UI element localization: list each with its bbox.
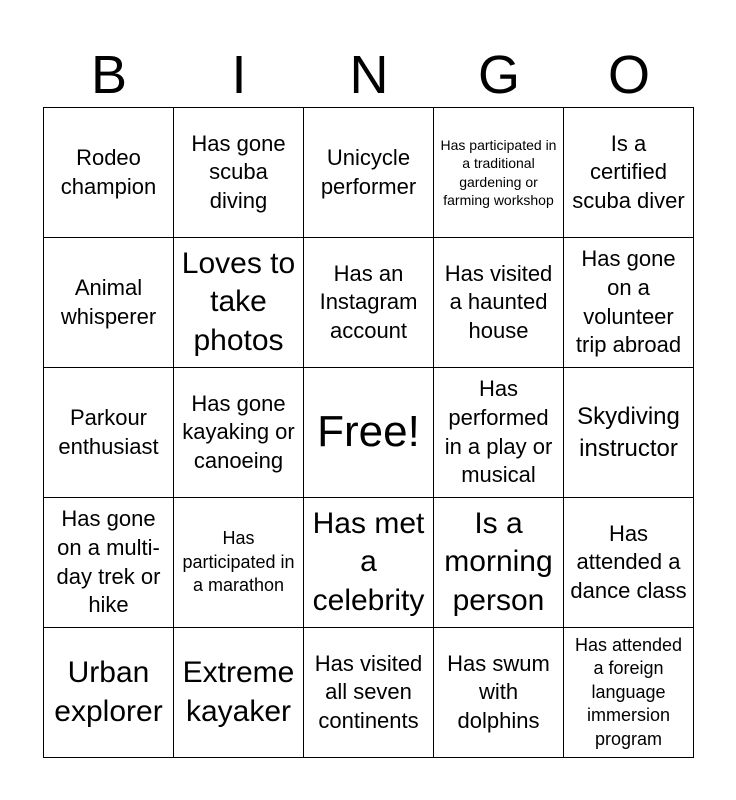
bingo-cell-r3c1[interactable]: Parkour enthusiast — [44, 368, 174, 498]
bingo-header — [44, 44, 694, 106]
bingo-cell-r3c5[interactable]: Skydiving instructor — [564, 368, 694, 498]
bingo-cell-r5c1[interactable]: Urban explorer — [44, 628, 174, 758]
bingo-cell-r3c2[interactable]: Has gone kayaking or canoeing — [174, 368, 304, 498]
header-letter-g: G — [477, 45, 520, 105]
bingo-cell-r2c3[interactable]: Has an Instagram account — [304, 238, 434, 368]
header-letter-i: I — [231, 45, 247, 105]
bingo-cell-r5c4[interactable]: Has swum with dolphins — [434, 628, 564, 758]
bingo-grid — [43, 107, 694, 758]
bingo-cell-r4c3[interactable]: Has met a celebrity — [304, 498, 434, 628]
bingo-cell-r1c1[interactable]: Rodeo champion — [44, 108, 174, 238]
bingo-cell-r2c2[interactable]: Loves to take photos — [174, 238, 304, 368]
bingo-cell-r2c5[interactable]: Has gone on a volunteer trip abroad — [564, 238, 694, 368]
bingo-free-space[interactable]: Free! — [304, 368, 434, 498]
bingo-cell-r4c4[interactable]: Is a morning person — [434, 498, 564, 628]
bingo-cell-r1c5[interactable]: Is a certified scuba diver — [564, 108, 694, 238]
bingo-cell-r4c2[interactable]: Has participated in a marathon — [174, 498, 304, 628]
header-letter-o: O — [607, 45, 650, 105]
bingo-cell-r5c5[interactable]: Has attended a foreign language immersion program — [564, 628, 694, 758]
bingo-cell-r1c3[interactable]: Unicycle performer — [304, 108, 434, 238]
bingo-cell-r2c4[interactable]: Has visited a haunted house — [434, 238, 564, 368]
header-letter-n: N — [349, 45, 389, 105]
bingo-cell-r1c4[interactable]: Has participated in a traditional gardening or farming workshop — [434, 108, 564, 238]
bingo-cell-r4c1[interactable]: Has gone on a multi-day trek or hike — [44, 498, 174, 628]
bingo-cell-r1c2[interactable]: Has gone scuba diving — [174, 108, 304, 238]
bingo-cell-r4c5[interactable]: Has attended a dance class — [564, 498, 694, 628]
bingo-cell-r5c3[interactable]: Has visited all seven continents — [304, 628, 434, 758]
bingo-cell-r3c4[interactable]: Has performed in a play or musical — [434, 368, 564, 498]
bingo-cell-r5c2[interactable]: Extreme kayaker — [174, 628, 304, 758]
bingo-cell-r2c1[interactable]: Animal whisperer — [44, 238, 174, 368]
header-letter-b: B — [90, 45, 128, 105]
